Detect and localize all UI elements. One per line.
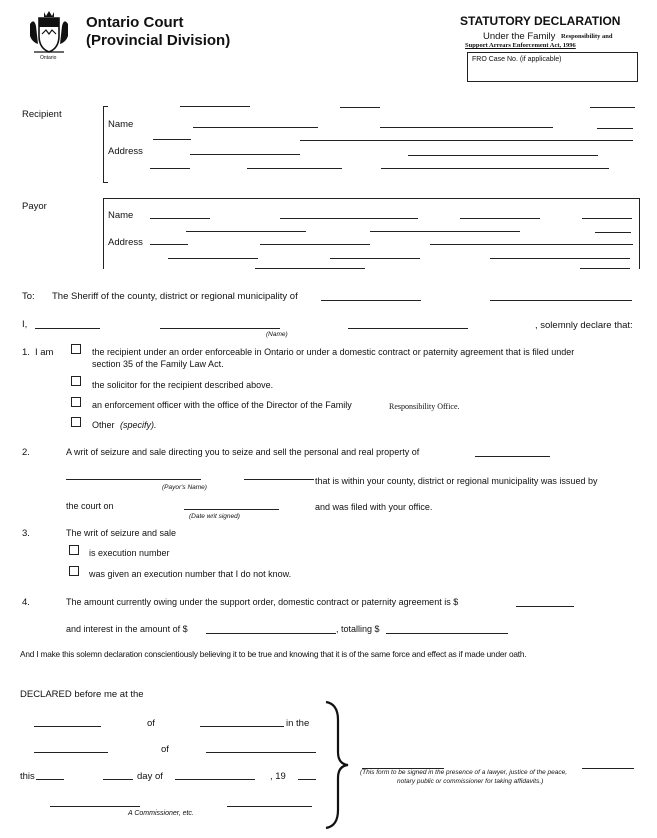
subtitle-under: Under the Family <box>483 31 556 42</box>
recipient-field-line[interactable] <box>340 107 380 108</box>
year-label: , 19 <box>270 771 286 782</box>
item1-number: 1. <box>22 347 30 358</box>
form-title: STATUTORY DECLARATION <box>460 14 621 28</box>
declared-of-1: of <box>147 718 155 729</box>
totalling-label: , totalling $ <box>336 624 380 634</box>
to-text: The Sheriff of the county, district or regional municipality of <box>52 291 298 302</box>
declarant-name-line[interactable] <box>348 328 468 329</box>
ontario-crest-logo <box>26 10 72 56</box>
declared-place-field[interactable] <box>34 726 101 727</box>
recipient-field-line[interactable] <box>590 107 635 108</box>
declarant-signature-line-2[interactable] <box>582 768 634 769</box>
subtitle-act: Support Arrears Enforcement Act, 1996 <box>465 42 576 49</box>
declared-in-the: in the <box>286 718 310 729</box>
commissioner-signature-line-2[interactable] <box>227 806 312 807</box>
year-field[interactable] <box>298 779 316 780</box>
declared-heading: DECLARED before me at the <box>20 689 144 700</box>
option-recipient: the recipient under an order enforceable in Ontario or under a domestic contract or paternity agreement that is filed under <box>92 347 575 357</box>
item4-number: 4. <box>22 597 30 608</box>
payor-name-line[interactable] <box>460 218 540 219</box>
recipient-address-line[interactable] <box>153 139 191 140</box>
checkbox-recipient[interactable] <box>71 344 81 354</box>
signing-note-line2: notary public or commissioner for taking affidavits.) <box>397 778 544 785</box>
declarant-prefix: I, <box>22 319 28 330</box>
declarant-name-line[interactable] <box>35 328 100 329</box>
date-writ-field[interactable] <box>184 509 279 510</box>
payor-name-line[interactable] <box>150 218 210 219</box>
payor-address-line[interactable] <box>330 258 420 259</box>
payor-address-line[interactable] <box>150 244 188 245</box>
declared-municipality-field-2[interactable] <box>206 752 316 753</box>
court-on-label: the court on <box>66 501 114 511</box>
total-amount-field[interactable] <box>386 633 508 634</box>
amount-owing-field[interactable] <box>516 606 574 607</box>
item1-lead: I am <box>35 347 54 358</box>
recipient-name-line[interactable] <box>380 127 553 128</box>
court-name-line2: (Provincial Division) <box>86 32 231 49</box>
signing-note-line1: (This form to be signed in the presence of a lawyer, justice of the peace, <box>360 769 568 776</box>
commissioner-signature-line[interactable] <box>50 806 140 807</box>
recipient-address-line[interactable] <box>408 155 598 156</box>
payor-address-line[interactable] <box>260 244 370 245</box>
recipient-name-line[interactable] <box>193 127 318 128</box>
payor-address-line[interactable] <box>186 231 306 232</box>
payor-address-line[interactable] <box>595 232 631 233</box>
recipient-name-label: Name <box>108 119 134 130</box>
checkbox-unknown-number[interactable] <box>69 566 79 576</box>
payor-name-field[interactable] <box>475 456 550 457</box>
item3-lead: The writ of seizure and sale <box>66 528 177 538</box>
month-field[interactable] <box>175 779 255 780</box>
recipient-heading: Recipient <box>22 109 62 120</box>
day-field-2[interactable] <box>103 779 133 780</box>
payor-address-label: Address <box>108 237 143 248</box>
declared-brace <box>322 700 352 830</box>
option-execution-number: is execution number <box>89 548 170 558</box>
payor-address-line[interactable] <box>370 231 520 232</box>
payor-name-field-2[interactable] <box>66 479 201 480</box>
recipient-address-line[interactable] <box>300 140 633 141</box>
declarant-name-caption: (Name) <box>266 331 288 338</box>
recipient-address-line[interactable] <box>247 168 342 169</box>
recipient-field-line[interactable] <box>180 106 250 107</box>
item2-line1: A writ of seizure and sale directing you to seize and sell the personal and real property of <box>66 447 420 457</box>
filed-text: and was filed with your office. <box>315 502 433 512</box>
option-unknown-number: was given an execution number that I do not know. <box>89 569 292 579</box>
sheriff-county-line[interactable] <box>490 300 632 301</box>
subtitle-responsibility: Responsibility and <box>561 33 613 40</box>
payor-address-line[interactable] <box>255 268 365 269</box>
sheriff-county-line[interactable] <box>321 300 421 301</box>
declarant-name-line[interactable] <box>160 328 280 329</box>
checkbox-solicitor[interactable] <box>71 376 81 386</box>
recipient-address-line[interactable] <box>190 154 300 155</box>
checkbox-other[interactable] <box>71 417 81 427</box>
to-label: To: <box>22 291 35 302</box>
recipient-address-line[interactable] <box>381 168 609 169</box>
recipient-name-line[interactable] <box>597 128 633 129</box>
solemn-declaration: And I make this solemn declaration conscientiously believing it to be true and knowing that it is of the same force and effect as if made under oath. <box>20 649 527 659</box>
case-number-label: FRO Case No. (if applicable) <box>472 56 562 63</box>
court-name-line1: Ontario Court <box>86 14 184 31</box>
option-solicitor: the solicitor for the recipient described above. <box>92 380 274 390</box>
item4-line1: The amount currently owing under the support order, domestic contract or paternity agreement is $ <box>66 597 459 607</box>
option-enforcement-officer-tail: Responsibility Office. <box>389 402 460 411</box>
interest-amount-field[interactable] <box>206 633 336 634</box>
recipient-address-label: Address <box>108 146 143 157</box>
declarant-suffix: , solemnly declare that: <box>535 320 633 331</box>
payor-name-caption: (Payor's Name) <box>162 484 207 491</box>
recipient-bracket <box>103 106 108 183</box>
payor-address-line[interactable] <box>168 258 258 259</box>
declared-this: this <box>20 771 35 782</box>
checkbox-enforcement-officer[interactable] <box>71 397 81 407</box>
payor-address-line[interactable] <box>490 258 630 259</box>
crest-caption: Ontario <box>40 55 57 61</box>
recipient-address-line[interactable] <box>150 168 190 169</box>
option-other-specify: (specify). <box>120 420 157 430</box>
day-field[interactable] <box>36 779 64 780</box>
interest-label: and interest in the amount of $ <box>66 624 188 634</box>
payor-name-label: Name <box>108 210 134 221</box>
payor-heading: Payor <box>22 201 47 212</box>
declared-of-2: of <box>161 744 169 755</box>
date-writ-caption: (Date writ signed) <box>189 513 240 520</box>
day-of-label: day of <box>137 771 163 782</box>
declared-municipality-field[interactable] <box>34 752 108 753</box>
payor-name-field-3[interactable] <box>244 479 314 480</box>
payor-name-line[interactable] <box>280 218 418 219</box>
checkbox-execution-number[interactable] <box>69 545 79 555</box>
commissioner-caption: A Commissioner, etc. <box>128 810 194 817</box>
option-enforcement-officer: an enforcement officer with the office of the Director of the Family <box>92 400 352 410</box>
option-other: Other <box>92 420 115 430</box>
payor-name-line[interactable] <box>582 218 632 219</box>
payor-address-line[interactable] <box>580 268 630 269</box>
option-recipient-line2: section 35 of the Family Law Act. <box>92 359 224 369</box>
declared-place-field-2[interactable] <box>200 726 284 727</box>
item2-number: 2. <box>22 447 30 458</box>
item2-line2: that is within your county, district or regional municipality was issued by <box>315 476 598 486</box>
payor-address-line[interactable] <box>430 244 633 245</box>
item3-number: 3. <box>22 528 30 539</box>
